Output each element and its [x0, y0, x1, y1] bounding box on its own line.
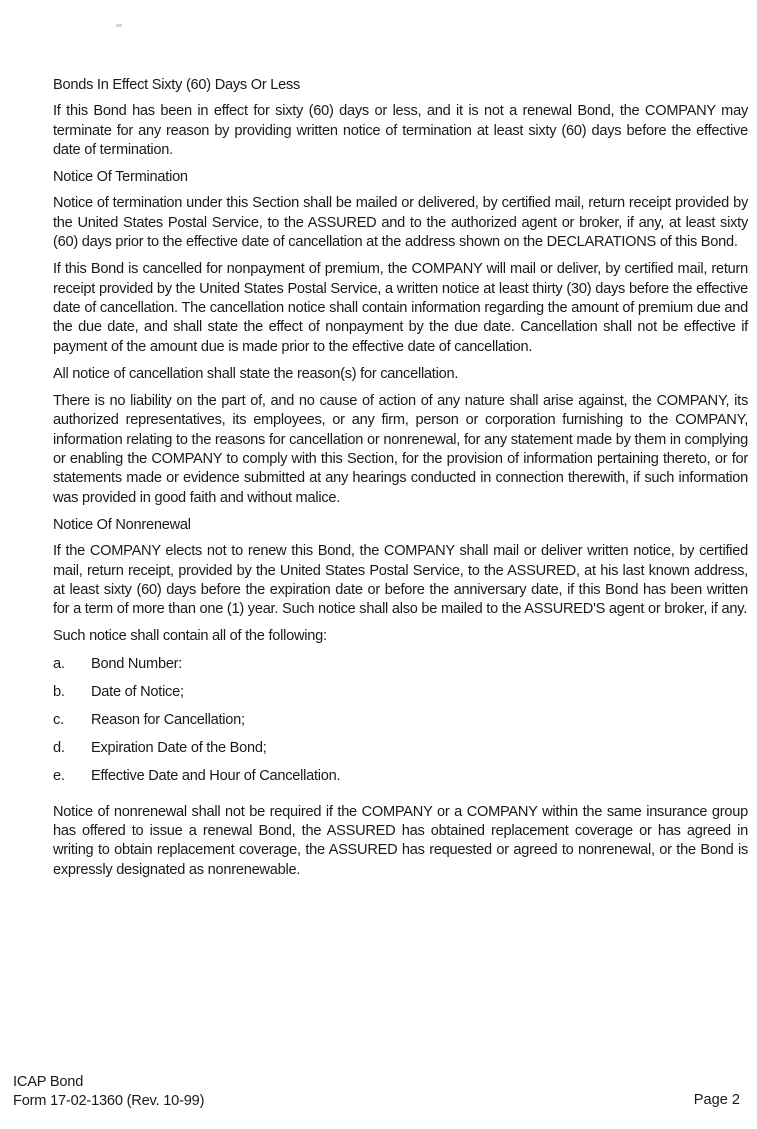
footer-form-number: Form 17-02-1360 (Rev. 10-99)	[13, 1092, 205, 1109]
document-body	[53, 76, 748, 888]
paragraph: All notice of cancellation shall state the reason(s) for cancellation.	[53, 365, 459, 382]
section-heading: Bonds In Effect Sixty (60) Days Or Less	[53, 77, 301, 93]
page-footer-left	[13, 1073, 204, 1110]
footer-product-name: ICAP Bond	[13, 1074, 84, 1090]
paragraph: Notice of nonrenewal shall not be required if the COMPANY or a COMPANY within the same insurance group has offered to issue a renewal Bond, the ASSURED has obtained replacement coverage or has agreed in writing to obtain replacement coverage, the ASSURED has requested or agreed to nonrenewal, or the Bond is expressly designated as nonrenewable.	[53, 803, 748, 878]
list-item	[53, 767, 748, 795]
paragraph: There is no liability on the part of, and no cause of action of any nature shall arise against, the COMPANY, its authorized representatives, its employees, or any firm, person or corporation furnishing to the COMPANY, information relating to the reasons for cancellation or nonrenewal, for any statement made by them in complying or enabling the COMPANY to comply with this Section, for the provision of information pertaining thereto, or for statements made or evidence submitted at any hearings conducted in connection therewith, if such information was provided in good faith and without malice.	[53, 393, 748, 506]
list-marker: b.	[53, 683, 65, 700]
list-item-text: Date of Notice;	[91, 683, 184, 700]
list-item-text: Reason for Cancellation;	[91, 711, 245, 728]
list-item-text: Effective Date and Hour of Cancellation.	[91, 767, 341, 784]
list-marker: e.	[53, 767, 65, 784]
list-item	[53, 739, 748, 767]
paragraph: Such notice shall contain all of the following:	[53, 628, 327, 645]
list-marker: d.	[53, 739, 65, 756]
page-number: Page 2	[693, 1092, 740, 1108]
required-contents-list	[53, 655, 748, 795]
section-heading: Notice Of Termination	[53, 169, 188, 186]
paragraph: If the COMPANY elects not to renew this Bond, the COMPANY shall mail or deliver written notice, by certified mail, return receipt, provided by the United States Postal Service, to the ASSURED, at his last known address, at least sixty (60) days before the expiration date or before the anniversary date, if this Bond has been written for a term of more than one (1) year. Such notice shall also be mailed to the ASSURED'S agent or broker, if any.	[53, 543, 748, 618]
list-item-text: Bond Number:	[91, 655, 183, 672]
paragraph: If this Bond has been in effect for sixty (60) days or less, and it is not a renewal Bond, the COMPANY may terminate for any reason by providing written notice of termination at least sixty (60) days before the effective date of termination.	[53, 103, 748, 158]
list-item-text: Expiration Date of the Bond;	[91, 739, 267, 756]
list-item	[53, 711, 748, 739]
section-notice-of-termination	[53, 168, 748, 508]
list-item	[53, 655, 748, 683]
section-notice-of-nonrenewal	[53, 516, 748, 880]
scan-artifact	[116, 24, 122, 27]
section-heading: Notice Of Nonrenewal	[53, 516, 191, 533]
list-marker: c.	[53, 711, 64, 728]
paragraph: If this Bond is cancelled for nonpayment of premium, the COMPANY will mail or deliver, by certified mail, return receipt provided by the United States Postal Service, a written notice at least thirty (30) days before the effective date of cancellation. The cancellation notice shall contain information regarding the amount of premium due and the due date, and shall state the effect of nonpayment by the due date. Cancellation shall not be effective if payment of the amount due is made prior to the effective date of cancellation.	[53, 261, 748, 355]
list-marker: a.	[53, 655, 65, 672]
paragraph: Notice of termination under this Section shall be mailed or delivered, by certified mail, return receipt provided by the United States Postal Service, to the ASSURED and to the authorized agent or broker, if any, at least sixty (60) days prior to the effective date of cancellation at the address shown on the DECLARATIONS of this Bond.	[53, 195, 748, 251]
list-item	[53, 683, 748, 711]
section-bonds-in-effect	[53, 76, 748, 160]
